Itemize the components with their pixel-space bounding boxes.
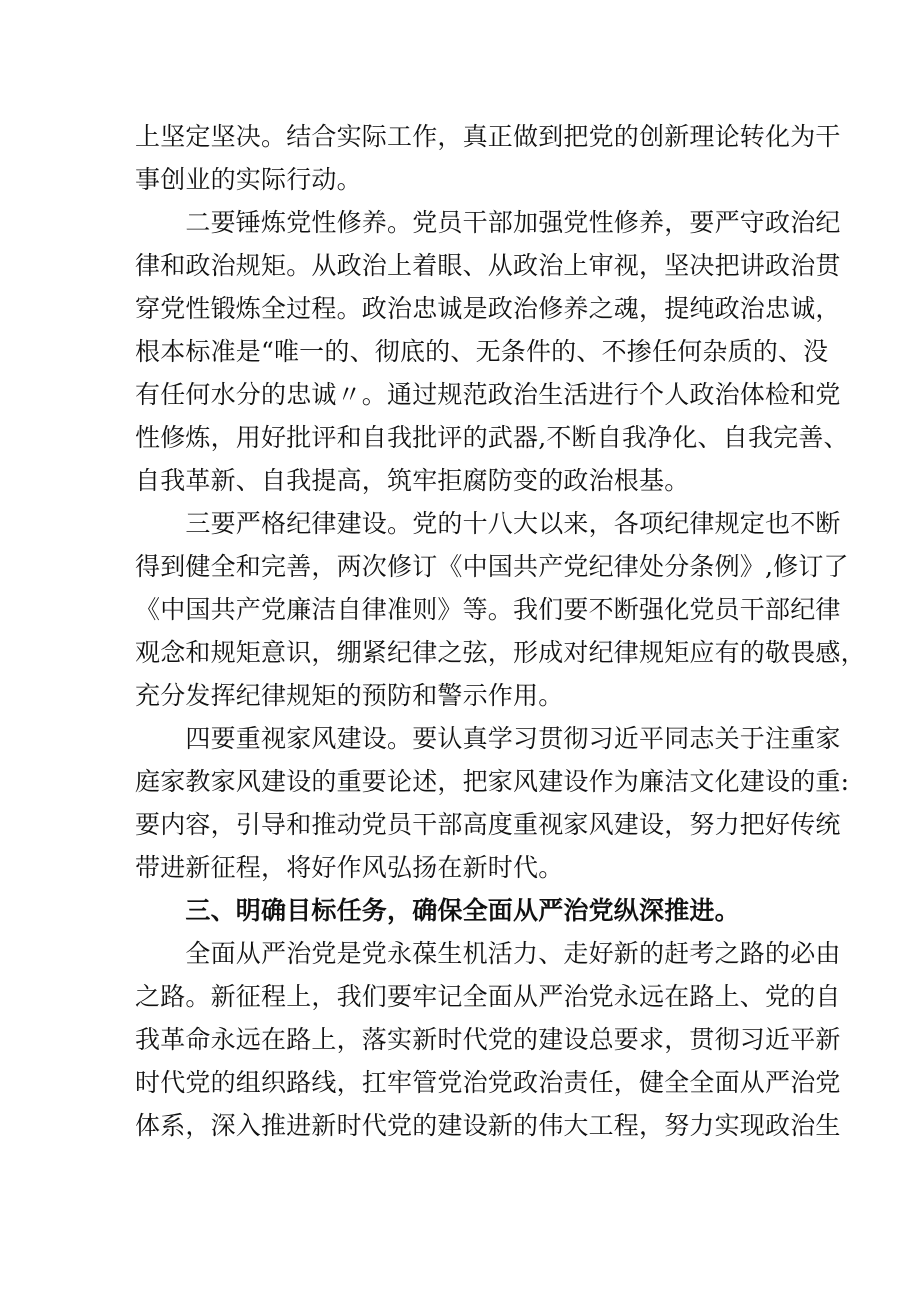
paragraph-line: 有任何水分的忠诚〃。通过规范政治生活进行个人政治体检和党 (135, 380, 841, 409)
paragraph-line: 之路。新征程上，我们要牢记全面从严治党永远在路上、党的自 (135, 982, 841, 1011)
paragraph-line: 上坚定坚决。结合实际工作，真正做到把党的创新理论转化为干 (135, 122, 841, 151)
paragraph-line: 观念和规矩意识，绷紧纪律之弦，形成对纪律规矩应有的敬畏感， (135, 638, 866, 667)
paragraph-line: 时代党的组织路线，扛牢管党治党政治责任，健全全面从严治党 (135, 1068, 841, 1097)
paragraph-line: 性修炼，用好批评和自我批评的武器,不断自我净化、自我完善、 (135, 423, 849, 452)
paragraph-line: 事创业的实际行动。 (135, 165, 362, 194)
paragraph-line: 律和政治规矩。从政治上着眼、从政治上审视，坚决把讲政治贯 (135, 251, 841, 280)
paragraph-line: 体系，深入推进新时代党的建设新的伟大工程，努力实现政治生 (135, 1111, 841, 1140)
paragraph-line: 《中国共产党廉洁自律准则》等。我们要不断强化党员干部纪律 (135, 595, 841, 624)
paragraph-line: 充分发挥纪律规矩的预防和警示作用。 (135, 681, 564, 710)
paragraph-line: 四要重视家风建设。要认真学习贯彻习近平同志关于注重家 (135, 724, 841, 753)
paragraph-line: 全面从严治党是党永葆生机活力、走好新的赶考之路的必由 (135, 939, 841, 968)
paragraph-line: 得到健全和完善，两次修订《中国共产党纪律处分条例》,修订了 (135, 552, 849, 581)
paragraph-line: 我革命永远在路上，落实新时代党的建设总要求，贯彻习近平新 (135, 1025, 841, 1054)
section-heading: 三、明确目标任务，确保全面从严治党纵深推进。 (135, 896, 740, 925)
paragraph-line: 三要严格纪律建设。党的十八大以来，各项纪律规定也不断 (135, 509, 841, 538)
paragraph-line: 自我革新、自我提高，筑牢拒腐防变的政治根基。 (135, 466, 690, 495)
paragraph-line: 二要锤炼党性修养。党员干部加强党性修养，要严守政治纪 (135, 208, 841, 237)
paragraph-line: 庭家教家风建设的重要论述，把家风建设作为廉洁文化建设的重: (135, 767, 850, 796)
paragraph-line: 根本标准是“唯一的、彻底的、无条件的、不掺任何杂质的、没 (135, 337, 829, 366)
paragraph-line: 要内容，引导和推动党员干部高度重视家风建设，努力把好传统 (135, 810, 841, 839)
paragraph-line: 带进新征程，将好作风弘扬在新时代。 (135, 853, 564, 882)
paragraph-line: 穿党性锻炼全过程。政治忠诚是政治修养之魂，提纯政治忠诚， (135, 294, 841, 323)
